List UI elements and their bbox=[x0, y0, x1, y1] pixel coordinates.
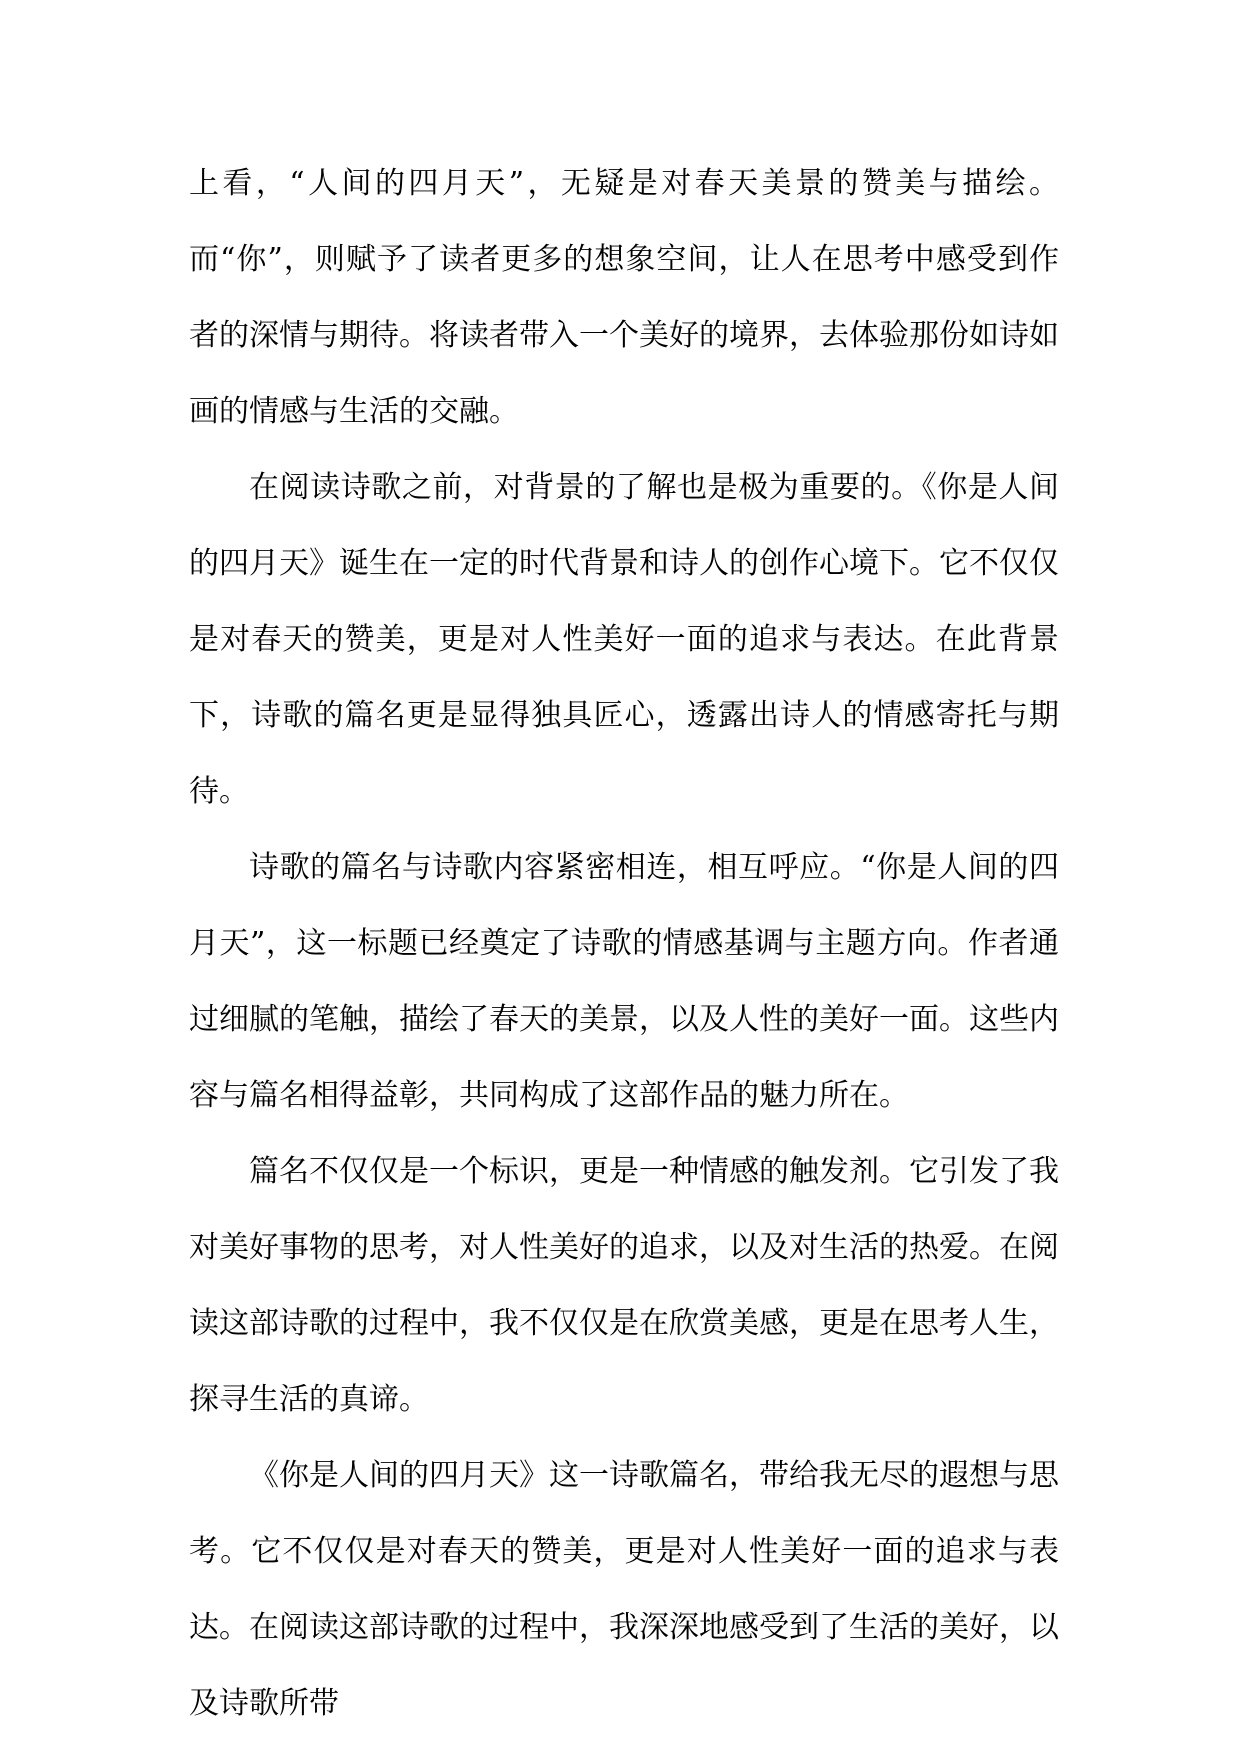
paragraph: 在阅读诗歌之前，对背景的了解也是极为重要的。《你是人间的四月天》诞生在一定的时代背景和诗人的创作心境下。它不仅仅是对春天的赞美，更是对人性美好一面的追求与表达。在此背景下，诗歌的篇名更是显得独具匠心，透露出诗人的情感寄托与期待。 bbox=[189, 470, 1059, 809]
paragraph-continued: 上看，“人间的四月天”，无疑是对春天美景的赞美与描绘。而“你”，则赋予了读者更多的想象空间，让人在思考中感受到作者的深情与期待。将读者带入一个美好的境界，去体验那份如诗如画的情感与生活的交融。 bbox=[189, 166, 1059, 429]
paragraph: 篇名不仅仅是一个标识，更是一种情感的触发剂。它引发了我对美好事物的思考，对人性美好的追求，以及对生活的热爱。在阅读这部诗歌的过程中，我不仅仅是在欣赏美感，更是在思考人生，探寻生活的真谛。 bbox=[189, 1154, 1059, 1417]
paragraph: 《你是人间的四月天》这一诗歌篇名，带给我无尽的遐想与思考。它不仅仅是对春天的赞美，更是对人性美好一面的追求与表达。在阅读这部诗歌的过程中，我深深地感受到了生活的美好，以及诗歌所带 bbox=[189, 1458, 1059, 1721]
body-text bbox=[189, 146, 1059, 1742]
paragraph: 诗歌的篇名与诗歌内容紧密相连，相互呼应。“你是人间的四月天”，这一标题已经奠定了诗歌的情感基调与主题方向。作者通过细腻的笔触，描绘了春天的美景，以及人性的美好一面。这些内容与篇名相得益彰，共同构成了这部作品的魅力所在。 bbox=[189, 850, 1059, 1113]
